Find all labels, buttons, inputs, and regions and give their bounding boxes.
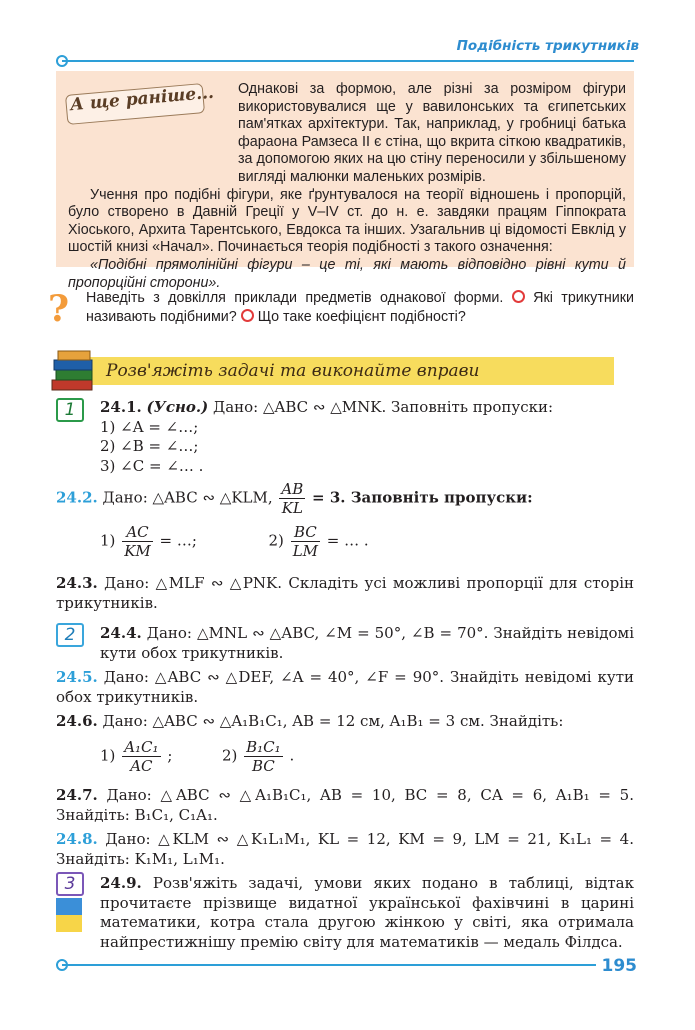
task-number: 24.4.	[100, 624, 142, 642]
fraction	[244, 738, 283, 775]
task-number: 24.8.	[56, 830, 98, 848]
review-questions	[86, 289, 634, 326]
fraction	[291, 523, 320, 560]
task-text: Дано: △MLF ∾ △PNK. Складіть усі можливі пропорції для сторін трикутників.	[56, 574, 634, 612]
history-paragraph-1: Однакові за формою, але різні за розміром фігури використовувалися ще у вавилонських та єгипетських пам'ятках архітектури. Так, наприклад, у гробниці батька фараона Рамзеса II є стіна, що вкрита сіткою квадратиків, за допомогою яких на цю стіну переносили у збільшеному вигляді малюнки маленьких розмірів.	[238, 81, 626, 185]
task-24-7	[56, 786, 634, 825]
history-quote: «Подібні прямолінійні фігури – це ті, які мають відповідно рівні кути й пропорційні сторони».	[68, 256, 626, 291]
item-tail: = …;	[159, 531, 197, 550]
level-3-marker: 3	[56, 872, 84, 896]
question-mark-icon: ?	[48, 288, 70, 330]
task-number: 24.3.	[56, 574, 98, 592]
task-24-6	[56, 712, 634, 775]
task-text: Дано: △ABC ∾ △KLM,	[102, 488, 273, 507]
question-2: Які трикутники називають подібними?	[86, 290, 634, 325]
item-label: 2)	[268, 531, 284, 550]
numerator: B₁C₁	[246, 737, 281, 756]
task-number: 24.7.	[56, 786, 98, 804]
fraction	[122, 523, 153, 560]
question-1: Наведіть з довкілля приклади предметів однакової форми.	[86, 290, 504, 306]
fraction	[279, 480, 305, 517]
history-text	[68, 81, 626, 292]
task-24-5	[56, 668, 634, 707]
task-number: 24.2.	[56, 488, 98, 507]
denominator: AC	[130, 756, 153, 775]
item-label: 2)	[221, 746, 238, 765]
task-text: = 3. Заповніть пропуски:	[312, 488, 533, 507]
task-24-1	[56, 398, 634, 476]
task-number: 24.9.	[100, 874, 142, 892]
header-rule	[62, 60, 634, 62]
denominator: LM	[292, 542, 319, 560]
section-title: Розв'яжіть задачі та виконайте вправи	[106, 361, 480, 381]
numerator: AB	[281, 480, 304, 498]
denominator: KL	[281, 499, 303, 517]
task-24-2	[56, 480, 634, 560]
level-2-marker: 2	[56, 623, 84, 647]
task-text: Дано: △ABC ∾ △MNK. Заповніть пропуски:	[213, 398, 554, 416]
item-label: 1)	[100, 531, 116, 550]
item-2: 2) ∠B = ∠…;	[100, 437, 199, 456]
task-text: Розв'яжіть задачі, умови яких подано в таблиці, відтак прочитаєте прізвище видатної української фахівчині в царині математики, котра стала другою жінкою у світі, яка отримала найпрестижнішу премію світу для математиків — медаль Філдса.	[100, 874, 634, 951]
item-tail: .	[289, 746, 295, 765]
circle-bullet-icon	[512, 290, 525, 303]
item-label: 1)	[100, 746, 116, 765]
task-text: Дано: △ABC ∾ △A₁B₁C₁, AB = 10, BC = 8, CA = 6, A₁B₁ = 5. Знайдіть: B₁C₁, C₁A₁.	[56, 786, 634, 824]
denominator: BC	[252, 756, 275, 775]
numerator: AC	[122, 523, 153, 542]
books-icon	[50, 348, 98, 394]
task-text: Дано: △MNL ∾ △ABC, ∠M = 50°, ∠B = 70°. Знайдіть невідомі кути обох трикутників.	[100, 624, 634, 662]
running-header: Подібність трикутників	[456, 38, 639, 54]
numerator: BC	[291, 523, 320, 542]
task-text: Дано: △KLM ∾ △K₁L₁M₁, KL = 12, KM = 9, LM = 21, K₁L₁ = 4. Знайдіть: K₁M₁, L₁M₁.	[56, 830, 634, 868]
item-tail: ;	[167, 746, 173, 765]
numerator: A₁C₁	[124, 737, 159, 756]
footer-rule	[62, 964, 596, 966]
task-24-3	[56, 574, 634, 613]
page-number: 195	[601, 956, 637, 976]
circle-bullet-icon	[241, 309, 254, 322]
denominator: KM	[124, 542, 151, 560]
history-paragraph-2: Учення про подібні фігури, яке ґрунтувалося на теорії відношень і пропорцій, було створено в Давній Греції у V–IV ст. до н. е. завдяки працям Гіппократа Хіоського, Архита Тарентського, Евдокса та інших. Узагальнив ці відомості Евклід у шостій книзі «Начал». Починається теорія подібності з такого означення:	[68, 186, 626, 256]
task-24-4	[56, 624, 634, 663]
item-tail: = … .	[326, 531, 369, 550]
task-24-8	[56, 830, 634, 869]
task-text: Дано: △ABC ∾ △A₁B₁C₁, AB = 12 см, A₁B₁ = 3 см. Знайдіть:	[102, 712, 564, 730]
level-1-marker: 1	[56, 398, 84, 422]
item-1: 1) ∠A = ∠…;	[100, 417, 199, 436]
oral-note: (Усно.)	[146, 398, 209, 416]
item-3: 3) ∠C = ∠… .	[100, 456, 204, 475]
task-text: Дано: △ABC ∾ △DEF, ∠A = 40°, ∠F = 90°. Знайдіть невідомі кути обох трикутників.	[56, 668, 634, 706]
badge-label: А ще раніше...	[69, 82, 215, 116]
question-3: Що таке коефіцієнт подібності?	[257, 308, 466, 325]
history-box	[56, 71, 634, 291]
task-number: 24.5.	[56, 668, 98, 686]
task-24-9	[56, 874, 634, 952]
task-number: 24.6.	[56, 712, 98, 730]
task-number: 24.1.	[100, 398, 142, 416]
fraction	[122, 738, 160, 775]
